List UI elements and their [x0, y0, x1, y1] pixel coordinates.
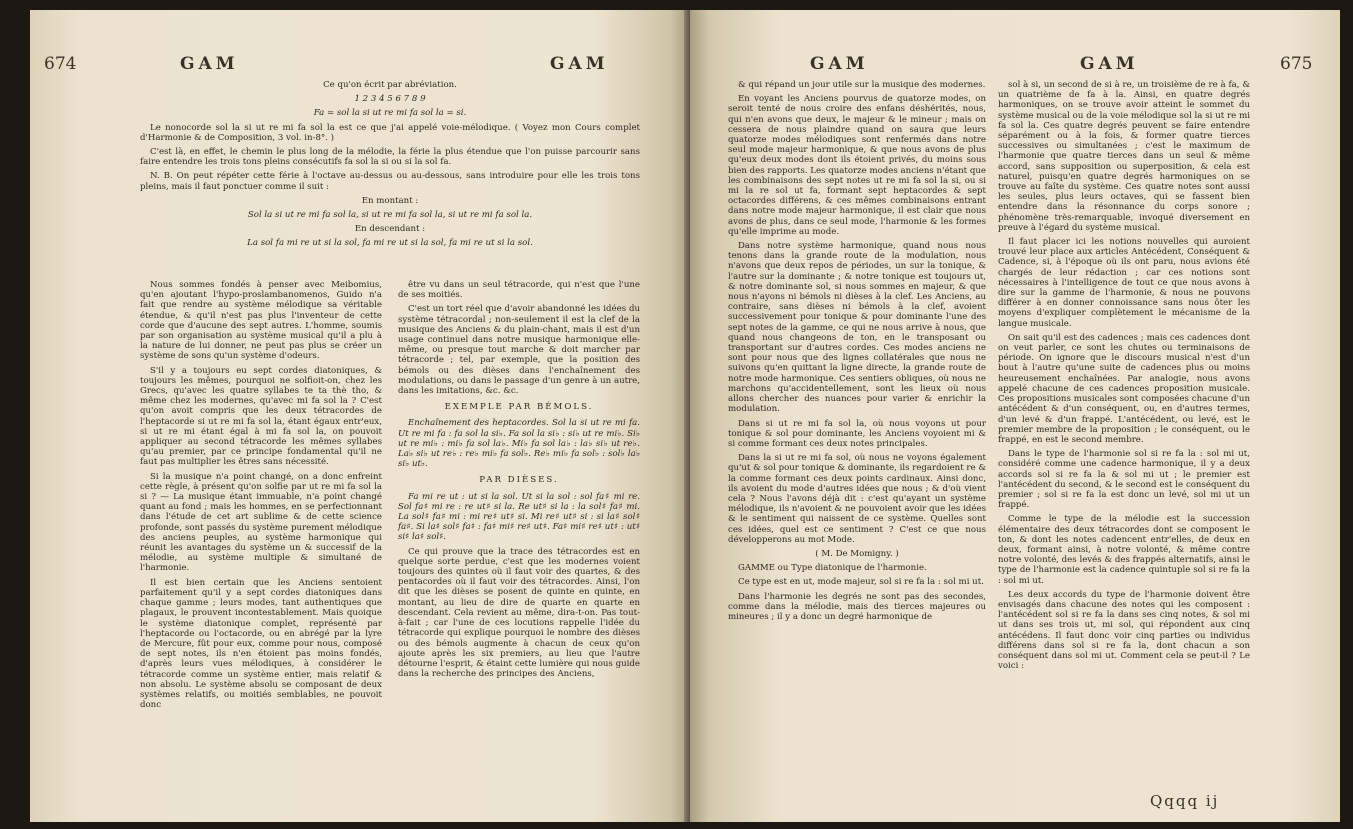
paragraph: On sait qu'il est des cadences ; mais ces cadences dont on veut parler, ce sont les chutes ou terminaisons de période. On ignore que le discours musical n'est d'un bout à l'autre qu'une suite de cadences plus ou moins heureusement enchaînées. Par analogie, nous avons appelé chacune de ces cadences proposition musicale. Ces propositions musicales sont composées chacune d'un antécédent & d'un conséquent, ou, en d'autres termes, d'un levé & d'un frappé. L'antécédent, ou levé, est le premier membre de la proposition ; le conséquent, ou le frappé, en est le second membre. — [998, 332, 1250, 445]
paragraph: être vu dans un seul tétracorde, qui n'est que l'une de ses moitiés. — [398, 280, 640, 301]
left-page — [30, 10, 690, 822]
paragraph: Dans la si ut re mi fa sol, où nous ne voyons également qu'ut & sol pour tonique & dominante, ils regardoient re & la comme formant ces deux points cardinaux. Ainsi donc, ils avoient du mode d'autres idées que nous ; & d'où vient cela ? Nous l'avons déjà dit : c'est qu'ayant un système mélodique, ils n'avoient & ne pouvoient avoir que les idées & le sentiment qui naissent de ce système. Quelles sont ces idées, quel est ce sentiment ? C'est ce que nous développerons au mot Mode. — [728, 453, 986, 545]
paragraph: Nous sommes fondés à penser avec Meibomius, qu'en ajoutant l'hypo-proslambanomenos, Guido n'a fait que rendre au système mélodique sa véritable étendue, & qu'il n'est pas plus l'inventeur de cette corde que d'aucune des sept autres. L'homme, soumis par son organisation au système musical qu'il a plu à la nature de lui donner, ne peut pas plus se créer un système de sons qu'un système d'odeurs. — [140, 280, 382, 362]
paragraph-nb: N. B. On peut répéter cette férie à l'octave au-dessus ou au-dessous, sans introduire pour elle les trois tons pleins, mais il faut ponctuer comme il suit : — [140, 171, 640, 192]
left-page-number: 674 — [44, 54, 77, 74]
paragraph: Ce qui prouve que la trace des tétracordes est en quelque sorte perdue, c'est que les modernes voient toujours des quintes où il faut voir des quartes, & des pentacordes où il faut voir des tétracordes. Ainsi, l'on dit que les dièses se posent de quinte en quinte, en montant, au lieu de dire de quarte en quarte en descendant. Cela revient au même, dira-t-on. Pas tout-à-fait ; car l'une de ces locutions rappelle l'idée du tétracorde qui explique pourquoi le nombre des dièses ou des bémols augmente à chacun de ceux qu'on ajoute après les six premiers, au lieu que l'autre détourne l'esprit, & étaint cette lumière qui nous guide dans la recherche des principes des Anciens, — [398, 546, 640, 680]
left-top-block — [140, 80, 640, 253]
left-column-2 — [398, 280, 640, 683]
right-running-head: GAM — [1080, 54, 1139, 74]
left-column-1 — [140, 280, 382, 714]
paragraph: Dans notre système harmonique, quand nous nous tenons dans la grande route de la modulation, nous n'avons que deux repos de périodes, un sur la tonique, & l'autre sur la dominante ; & notre tonique est toujours ut, & notre dominante sol, si nous sommes en majeur, & que nous n'ayons ni bémols ni dièses à la clef. Les Anciens, au contraire, sans dièses ni bémols à la clef, avoient successivement pour tonique & pour dominante l'une des sept notes de la gamme, ce qui ne nous arrive à nous, que quand nous changeons de ton, en le transposant ou transportant sur d'autres cordes. Ces modes anciens ne sont pour nous que des lignes collatérales que nous ne suivons qu'en quittant la ligne directe, la grande route de notre mode harmonique. Ces sentiers obliques, où nous ne marchons qu'accidentellement, sont les lieux où nous allons chercher des nuances pour varier & enrichir la modulation. — [728, 241, 986, 415]
paragraph: En voyant les Anciens pourvus de quatorze modes, on seroit tenté de nous croire des enfans déshérités, nous, qui n'en avons que deux, le majeur & le mineur ; mais on cessera de nous plaindre quand on saura que leurs quatorze modes mélodiques sont renfermés dans notre seul mode majeur harmonique, & que nous avons de plus qu'eux deux modes dont ils étoient privés, du moins sous bien des rapports. Les quatorze modes anciens n'étant que les combinaisons des sept notes ut re mi fa sol la si, ou si mi la re sol ut fa, formant sept heptacordes & sept octacordes différens, & ces mêmes combinaisons entrant dans notre mode majeur harmonique, il est clair que nous avons de plus, dans ce seul mode, l'harmonie & les formes qu'elle imprime au mode. — [728, 94, 986, 237]
paragraph-chemin: C'est là, en effet, le chemin le plus long de la mélodie, la férie la plus étendue que l'on puisse parcourir sans faire entendre les trois tons pleins consécutifs fa sol la si ou si la sol fa. — [140, 147, 640, 168]
paragraph: Comme le type de la mélodie est la succession élémentaire des deux tétracordes dont se composent le ton, & dont les notes cadencent entr'elles, de deux en deux, formant ainsi, à notre volonté, & même contre notre volonté, des levés & des frappés alternatifs, ainsi le type de l'harmonie est la cadence quintuple sol si re fa la : sol mi ut. — [998, 514, 1250, 586]
descendant-label: En descendant : — [354, 224, 426, 235]
section-heading-bemols: EXEMPLE PAR BÉMOLS. — [444, 402, 594, 413]
paragraph-nonocorde: Le nonocorde sol la si ut re mi fa sol la est ce que j'ai appelé voie-mélodique. ( Voyez mon Cours complet d'Harmonie & de Composition, 3 vol. in-8°. ) — [140, 122, 640, 143]
formula: Fa = sol la si ut re mi fa sol la = si. — [313, 108, 467, 119]
paragraph: Dans le type de l'harmonie sol si re fa la : sol mi ut, considéré comme une cadence harmonique, il y a deux accords sol si re fa la & sol mi ut ; le premier est l'antécédent du second, & le second est le conséquent du premier ; sol si re fa la est donc un levé, sol mi ut un frappé. — [998, 449, 1250, 511]
montant-series: Sol la si ut re mi fa sol la, si ut re mi fa sol la, si ut re mi fa sol la. — [247, 210, 533, 221]
paragraph: Il est bien certain que les Anciens sentoient parfaitement qu'il y a sept cordes diatoniques dans chaque gamme ; leurs modes, tant authentiques que plagaux, le prouvent incontestablement. Mais quoique le système diatonique complet, représenté par l'heptacorde ou l'octacorde, ou en abrégé par la lyre de Mercure, fût pour eux, comme pour nous, composé de sept notes, ils n'en étoient pas moins fondés, d'après leurs vues mélodiques, à considérer le tétracorde comme un système entier, mais relatif & non absolu. Le système absolu se composant de deux systèmes relatifs, ou moitiés semblables, ne pouvoit donc — [140, 577, 382, 711]
descendant-series: La sol fa mi re ut si la sol, fa mi re ut si la sol, fa mi re ut si la sol. — [247, 238, 533, 249]
paragraph: Ce type est en ut, mode majeur, sol si re fa la : sol mi ut. — [738, 577, 984, 588]
section-heading-dieses: PAR DIÈSES. — [479, 475, 559, 486]
paragraph: Si la musique n'a point changé, on a donc enfreint cette règle, à présent qu'on solfie par ut re mi fa sol la si ? — La musique étant immuable, n'a point changé quant au fond ; mais les hommes, en se perfectionnant dans l'étude de cet art sublime & de cette science profonde, sont passés du système purement mélodique des anciens peuples, au système harmonique qui réunit les avantages du système un & successif de la mélodie, au système multiple & simultané de l'harmonie. — [140, 471, 382, 574]
signature-mark: Qqqq ij — [1150, 792, 1220, 810]
paragraph: & qui répand un jour utile sur la musique des modernes. — [738, 80, 986, 90]
right-page — [690, 10, 1340, 822]
right-running-head-left: GAM — [810, 54, 869, 74]
paragraph-bemols: Enchaînement des heptacordes. Sol la si ut re mi fa. Ut re mi fa : fa sol la si♭. Fa sol la si♭ : si♭ ut re mi♭. Si♭ ut re mi♭ : mi♭ fa sol la♭. Mi♭ fa sol la♭ : la♭ si♭ ut re♭. La♭ si♭ ut re♭ : re♭ mi♭ fa sol♭. Re♭ mi♭ fa sol♭ : sol♭ la♭ si♭ ut♭. — [398, 418, 640, 470]
entry-heading: GAMME ou Type diatonique de l'harmonie. — [738, 563, 927, 574]
right-column-1 — [728, 80, 986, 626]
left-running-head-right: GAM — [550, 54, 609, 74]
author-credit: ( M. De Momigny. ) — [815, 548, 899, 559]
paragraph: sol à si, un second de si à re, un troisième de re à fa, & un quatrième de fa à la. Ainsi, en quatre degrés harmoniques, on se trouve avoir atteint le sommet du système musical ou de la voie mélodique sol la si ut re mi fa sol la. Ces quatre degrés peuvent se faire entendre séparément ou à la fois, & former quatre tierces successives ou simultanées ; c'est le maximum de l'harmonie que quatre tierces dans un seul & même accord, sans supposition ou superposition, & cela est naturel, puisqu'en quatre degrés harmoniques on se trouve au faîte du système. Ces quatre notes sont aussi les seules, plus leurs octaves, qui se fassent bien entendre dans la résonnance du corps sonore ; phénomène très-remarquable, invoqué diversement en preuve à l'égard du système musical. — [998, 80, 1250, 233]
paragraph: S'il y a toujours eu sept cordes diatoniques, & toujours les mêmes, pourquoi ne solfioit-on, chez les Grecs, qu'avec les quatre syllabes te ta thè tho, & même chez les modernes, qu'avec mi fa sol la ? C'est qu'on avoit compris que les deux tétracordes de l'heptacorde si ut re mi fa sol la, étant égaux entr'eux, si ut re mi étant égal à mi fa sol la, on pouvoit appliquer au second tétracorde les mêmes syllabes qu'au premier, par ce principe fondamental qu'il ne faut pas multiplier les êtres sans nécessité. — [140, 365, 382, 468]
formula-numbers: 1 2 3 4 5 6 7 8 9 — [354, 94, 426, 105]
paragraph: Il faut placer ici les notions nouvelles qui auroient trouvé leur place aux articles Antécédent, Conséquent & Cadence, si, à l'époque où ils ont paru, nous avions été chargés de leur rédaction ; car ces notions sont nécessaires à l'intelligence de tout ce que nous avons à dire sur la gamme de l'harmonie, & nous ne pouvons différer à en donner connoissance sans nous ôter les moyens d'expliquer complètement le mécanisme de la langue musicale. — [998, 237, 1250, 329]
intro-line: Ce qu'on écrit par abréviation. — [323, 80, 457, 90]
paragraph: Dans si ut re mi fa sol la, où nous voyons ut pour tonique & sol pour dominante, les Anciens voyoient mi & si comme formant ces deux notes principales. — [728, 418, 986, 449]
montant-label: En montant : — [361, 195, 419, 206]
right-page-number: 675 — [1280, 54, 1313, 74]
paragraph: Les deux accords du type de l'harmonie doivent être envisagés dans chacune des notes qui les composent : l'antécédent sol si re fa la dans ses cinq notes, & sol mi ut dans ses trois ut, mi sol, qui répondent aux cinq antécédens. Il faut donc voir cinq parties ou individus différens dans sol si re fa la, dont chacun a son conséquent dans sol mi ut. Comment cela se peut-il ? Le voici : — [998, 589, 1250, 672]
paragraph: Dans l'harmonie les degrés ne sont pas des secondes, comme dans la mélodie, mais des tierces majeures ou mineures ; il y a donc un degré harmonique de — [728, 591, 986, 622]
right-column-2 — [998, 80, 1250, 675]
paragraph: C'est un tort réel que d'avoir abandonné les idées du système tétracordal ; non-seulement il est la clef de la musique des Anciens & du plain-chant, mais il est d'un usage continuel dans notre musique harmonique elle-même, ou presque tout marche & doit marcher par tétracorde ; tel, par exemple, que la position des bémols ou des dièses dans l'enchaînement des modulations, ou dans le passage d'un genre à un autre, dans les imitations, &c. &c. — [398, 304, 640, 397]
left-running-head: GAM — [180, 54, 239, 74]
paragraph-dieses: Fa mi re ut : ut si la sol. Ut si la sol : sol fa♯ mi re. Sol fa♯ mi re : re ut♯ si la. Re ut♯ si la : la sol♯ fa♯ mi. La sol♯ fa♯ mi : mi re♯ ut♯ si. Mi re♯ ut♯ si : si la♯ sol♯ fa♯. Si la♯ sol♯ fa♯ : fa♯ mi♯ re♯ ut♯. Fa♯ mi♯ re♯ ut♯ : ut♯ si♯ la♯ sol♯. — [398, 491, 640, 543]
